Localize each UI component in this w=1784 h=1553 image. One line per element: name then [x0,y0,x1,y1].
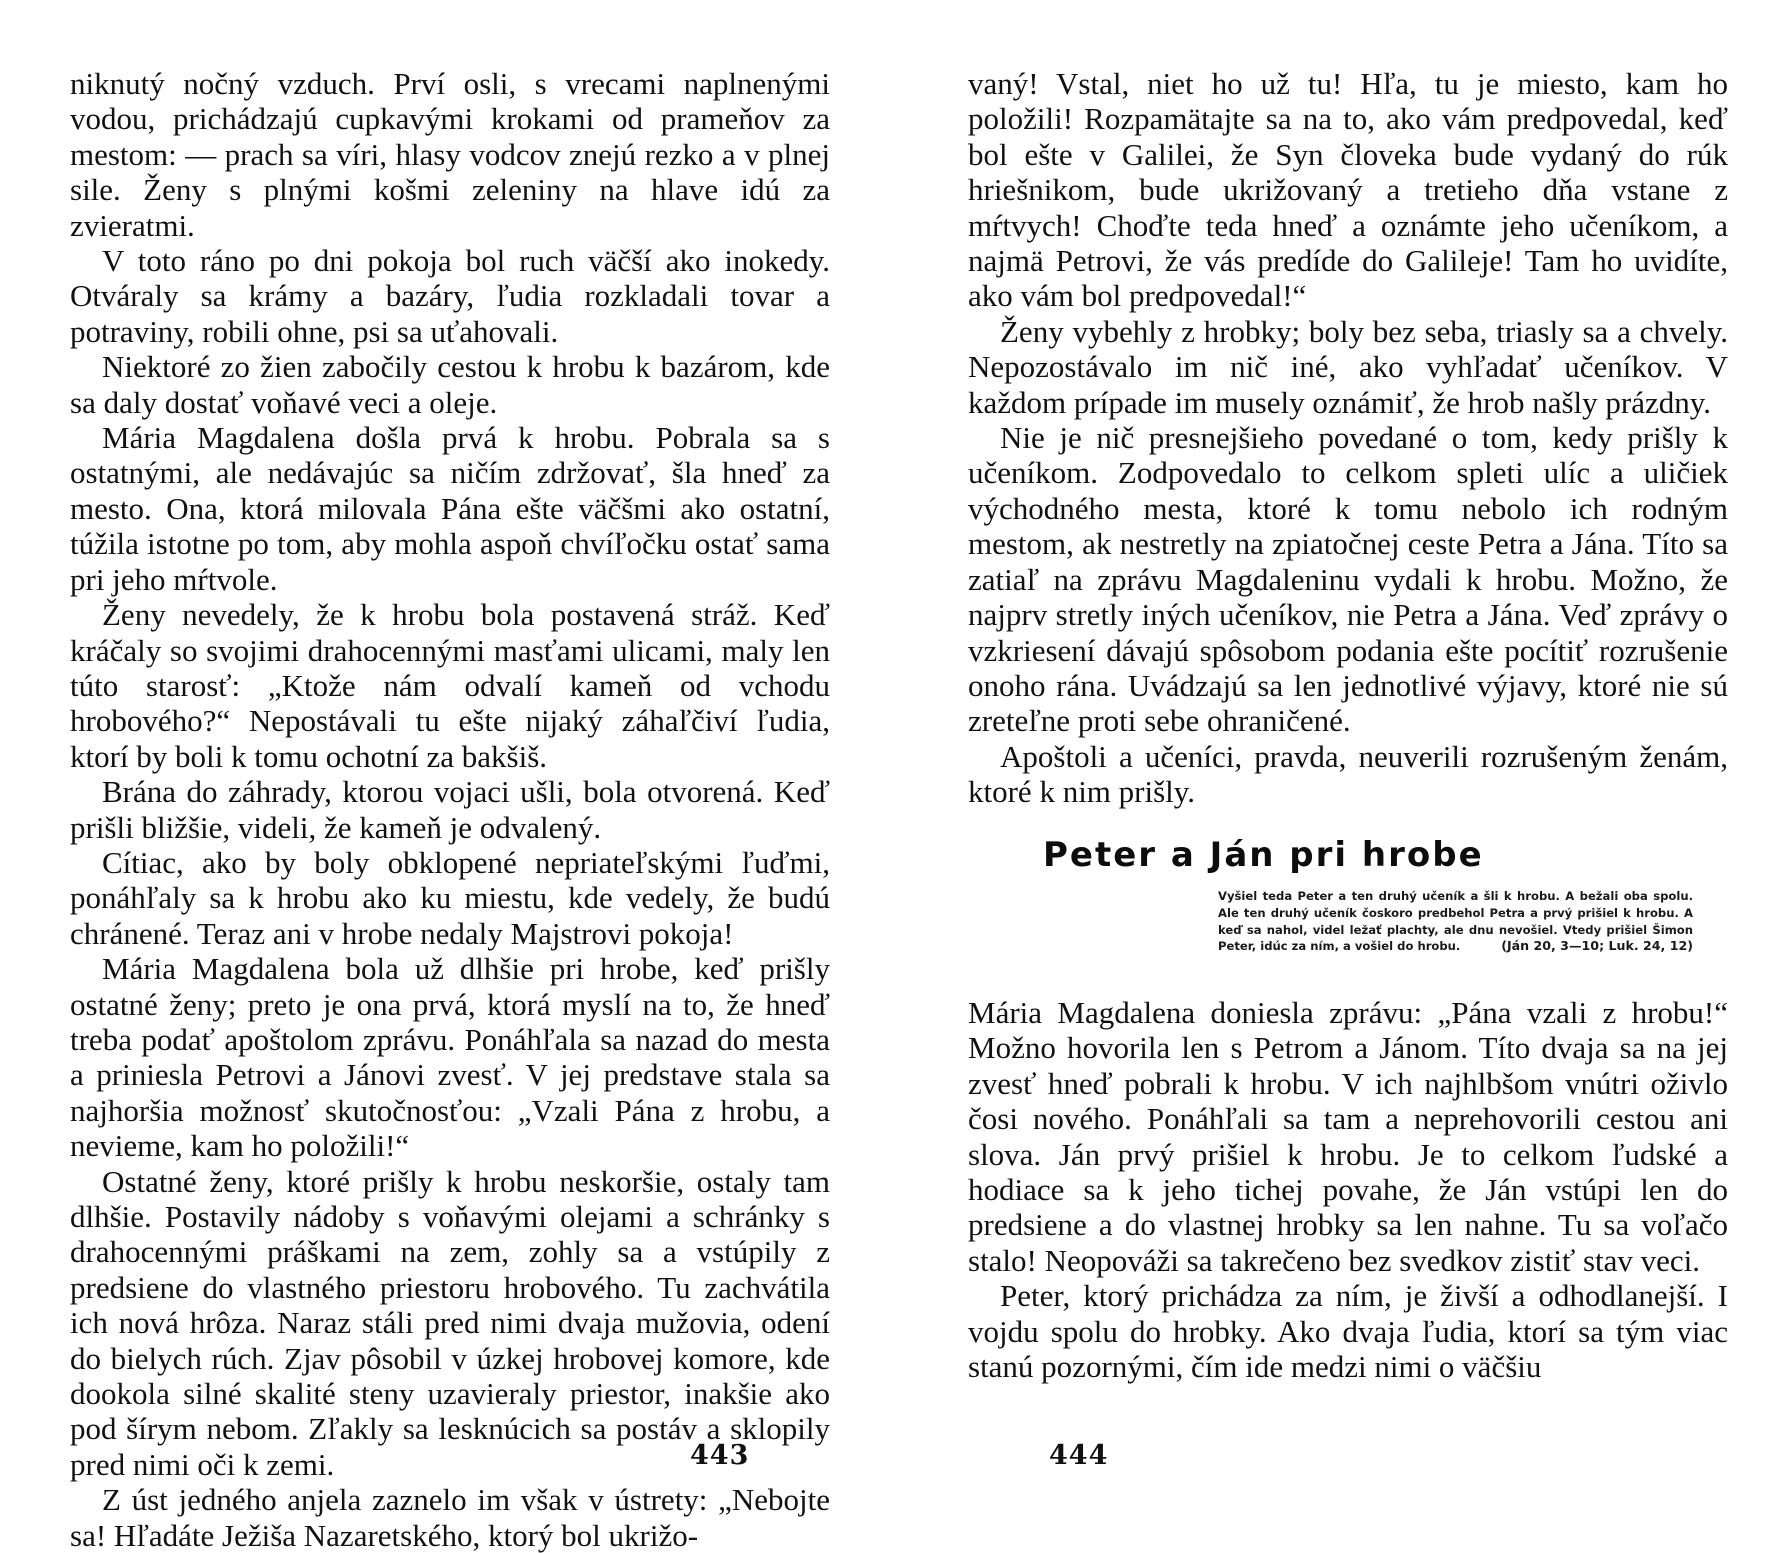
epigraph-reference: (Ján 20, 3—10; Luk. 24, 12) [1501,938,1693,954]
paragraph: Ženy vybehly z hrobky; boly bez seba, triasly sa a chvely. Nepozostávalo im nič iné, ako vyhľadať učeníkov. V každom prípade im musely oznámiť, že hrob našly prázdny. [968,313,1728,420]
paragraph: Mária Magdalena došla prvá k hrobu. Pobrala sa s ostatnými, ale nedávajúc sa ničím zdržovať, šla hneď za mesto. Ona, ktorá milovala Pána ešte väčšmi ako ostatní, túžila istotne po tom, aby mohla aspoň chvíľočku ostať sama pri jeho mŕtvole. [70,420,830,597]
page-number: 443 [690,1440,750,1471]
paragraph: Cítiac, ako by boly obklopené nepriateľskými ľuďmi, ponáhľaly sa k hrobu ako ku miestu, kde vedely, že budú chránené. Teraz ani v hrobe nedaly Majstrovi pokoja! [70,844,830,951]
paragraph: niknutý nočný vzduch. Prví osli, s vrecami naplnenými vodou, prichádzajú cupkavými krokami od prameňov za mestom: — prach sa víri, hlasy vodcov znejú rezko a v plnej sile. Ženy s plnými košmi zeleniny na hlave idú za zvieratmi. [70,66,830,243]
paragraph: Mária Magdalena bola už dlhšie pri hrobe, keď prišly ostatné ženy; preto je ona prvá, ktorá myslí na to, že hneď treba podať apoštolom zprávu. Ponáhľala sa nazad do mesta a priniesla Petrovi a Jánovi zvesť. V jej predstave stala sa najhoršia možnosť skutočnosťou: „Vzali Pána z hrobu, a nevieme, kam ho položili!“ [70,951,830,1164]
paragraph: Mária Magdalena doniesla zprávu: „Pána vzali z hrobu!“ Možno hovorila len s Petrom a Jánom. Títo dvaja sa na jej zvesť hneď pobrali k hrobu. V ich najhlbšom vnútri oživlo čosi nového. Ponáhľali sa tam a neprehovorili cestou ani slova. Ján prvý prišiel k hrobu. Je to celkom ľudské a hodiace sa k jeho tichej povahe, že Ján vstúpi len do predsiene a do vlastnej hrobky sa len nahne. Tu sa voľačo stalo! Neopováži sa takrečeno bez svedkov zistiť stav veci. [968,995,1728,1278]
paragraph: Ostatné ženy, ktoré prišly k hrobu neskoršie, ostaly tam dlhšie. Postavily nádoby s voňavými olejami a schránky s drahocennými práškami na zem, zohly sa a vstúpily z predsiene do vlastného priestoru hrobového. Tu zachvátila ich nová hrôza. Naraz stáli pred nimi dvaja mužovia, odení do bielych rúch. Zjav pôsobil v úzkej hrobovej komore, kde dookola silné skalité steny uzavieraly priestor, inakšie ako pod šírym nebom. Zľakly sa lesknúcich sa postáv a sklopily pred nimi oči k zemi. [70,1163,830,1482]
paragraph: Apoštoli a učeníci, pravda, neuverili rozrušeným ženám, ktoré k nim prišly. [968,738,1728,810]
paragraph: vaný! Vstal, niet ho už tu! Hľa, tu je miesto, kam ho položili! Rozpamätajte sa na to, ako vám predpovedal, keď bol ešte v Galilei, že Syn človeka bude vydaný do rúk hriešnikom, bude ukrižovaný a tretieho dňa vstane z mŕtvych! Choďte teda hneď a oznámte jeho učeníkom, a najmä Petrovi, že vás predíde do Galileje! Tam ho uvidíte, ako vám bol predpovedal!“ [968,66,1728,314]
paragraph: Z úst jedného anjela zaznelo im však v ústrety: „Nebojte sa! Hľadáte Ježiša Nazaretského, ktorý bol ukrižo- [70,1482,830,1553]
epigraph [1218,888,1693,955]
page-number: 444 [1049,1440,1109,1471]
epigraph-text: Vyšiel teda Peter a ten druhý učeník a šli k hrobu. A bežali oba spolu. Ale ten druhý učeník čoskoro predbehol Petra a prvý prišiel k hrobu. A keď sa nahol, videl ležať plachty, ale dnu nevošiel. Vtedy prišiel Šimon Peter, idúc za ním, a vošiel do hrobu. [1218,889,1693,954]
paragraph: Ženy nevedely, že k hrobu bola postavená stráž. Keď kráčaly so svojimi drahocennými masťami ulicami, maly len túto starosť: „Ktože nám odvalí kameň od vchodu hrobového?“ Nepostávali tu ešte nijaký záhaľčiví ľudia, ktorí by boli k tomu ochotní za bakšiš. [70,597,830,774]
paragraph: Peter, ktorý prichádza za ním, je živší a odhodlanejší. I vojdu spolu do hrobky. Ako dvaja ľudia, ktorí sa tým viac stanú pozornými, čím ide medzi nimi o väčšiu [968,1278,1728,1385]
right-page-text-bottom [968,995,1728,1384]
paragraph: Brána do záhrady, ktorou vojaci ušli, bola otvorená. Keď prišli bližšie, videli, že kameň je odvalený. [70,774,830,845]
section-heading: Peter a Ján pri hrobe [1043,835,1484,875]
left-page-text [70,66,830,1553]
right-page-text-top [968,66,1728,810]
paragraph: Niektoré zo žien zabočily cestou k hrobu k bazárom, kde sa daly dostať voňavé veci a oleje. [70,349,830,420]
paragraph: V toto ráno po dni pokoja bol ruch väčší ako inokedy. Otváraly sa krámy a bazáry, ľudia rozkladali tovar a potraviny, robili ohne, psi sa uťahovali. [70,243,830,349]
paragraph: Nie je nič presnejšieho povedané o tom, kedy prišly k učeníkom. Zodpovedalo to celkom spleti ulíc a uličiek východného mesta, ktoré k tomu nebolo ich rodným mestom, ak nestretly na zpiatočnej ceste Petra a Jána. Títo sa zatiaľ na zprávu Magdaleninu vydali k hrobu. Možno, že najprv stretly iných učeníkov, nie Petra a Jána. Veď zprávy o vzkriesení dávajú spôsobom podania ešte pocítiť rozrušenie onoho rána. Uvádzajú sa len jednotlivé výjavy, ktoré nie sú zreteľne proti sebe ohraničené. [968,420,1728,739]
